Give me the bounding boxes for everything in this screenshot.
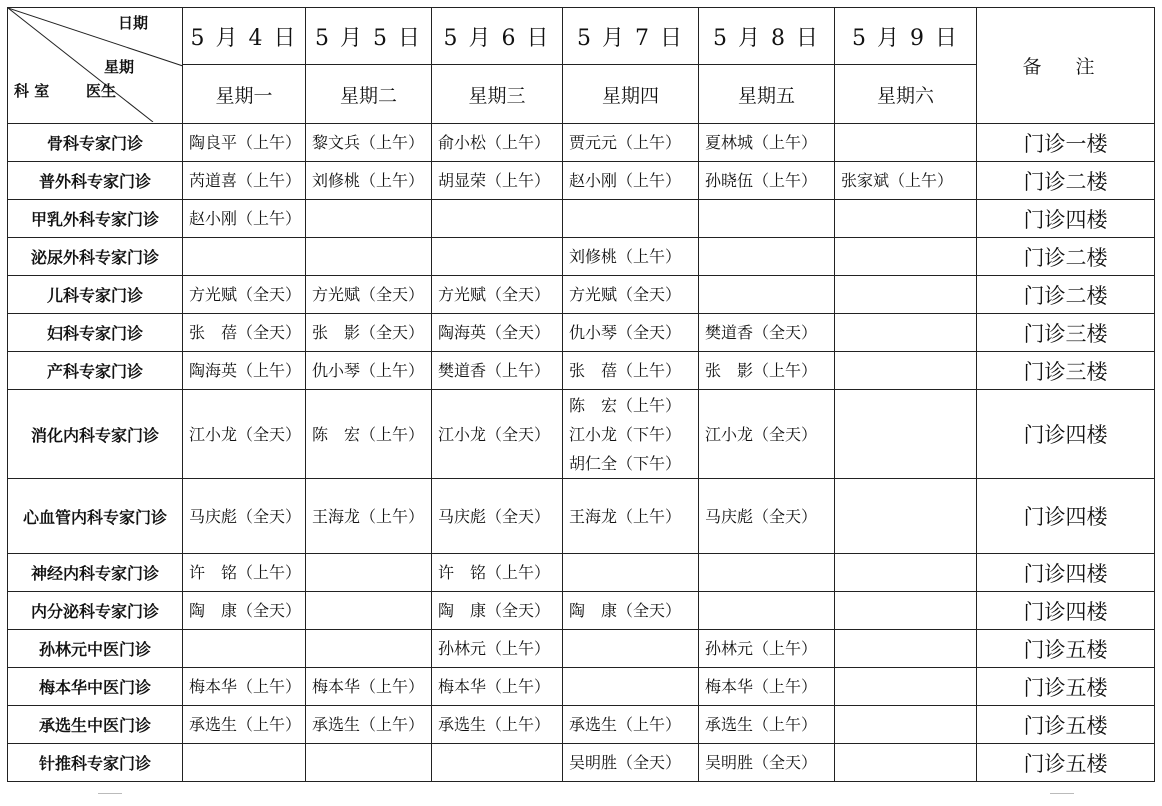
department-cell: 心血管内科专家门诊 bbox=[8, 479, 183, 554]
doctor-cell bbox=[835, 390, 977, 479]
doctor-cell bbox=[835, 630, 977, 668]
doctor-cell: 吴明胜（全天） bbox=[563, 744, 699, 782]
location-note-cell: 门诊二楼 bbox=[977, 276, 1155, 314]
department-cell: 消化内科专家门诊 bbox=[8, 390, 183, 479]
table-row bbox=[8, 238, 1155, 276]
doctor-cell: 王海龙（上午） bbox=[563, 479, 699, 554]
doctor-cell: 陶 康（全天） bbox=[432, 592, 563, 630]
doctor-cell: 承选生（上午） bbox=[183, 706, 306, 744]
doctor-cell: 承选生（上午） bbox=[306, 706, 432, 744]
corner-weekday-label: 星期 bbox=[104, 58, 135, 76]
department-cell: 泌尿外科专家门诊 bbox=[8, 238, 183, 276]
doctor-cell bbox=[835, 124, 977, 162]
doctor-cell bbox=[306, 238, 432, 276]
location-note-cell: 门诊二楼 bbox=[977, 238, 1155, 276]
doctor-cell bbox=[183, 238, 306, 276]
doctor-cell: 刘修桃（上午） bbox=[306, 162, 432, 200]
location-note-cell: 门诊三楼 bbox=[977, 352, 1155, 390]
doctor-cell: 赵小刚（上午） bbox=[183, 200, 306, 238]
department-cell: 承选生中医门诊 bbox=[8, 706, 183, 744]
doctor-cell bbox=[835, 479, 977, 554]
page-corner-mark bbox=[1050, 793, 1074, 806]
doctor-cell: 许 铭（上午） bbox=[183, 554, 306, 592]
department-cell: 针推科专家门诊 bbox=[8, 744, 183, 782]
doctor-cell: 马庆彪（全天） bbox=[699, 479, 835, 554]
department-cell: 神经内科专家门诊 bbox=[8, 554, 183, 592]
doctor-cell: 张 蓓（上午） bbox=[563, 352, 699, 390]
corner-doctor-label: 医生 bbox=[86, 82, 117, 100]
doctor-cell bbox=[563, 630, 699, 668]
doctor-cell bbox=[835, 744, 977, 782]
table-row bbox=[8, 706, 1155, 744]
doctor-cell bbox=[563, 554, 699, 592]
weekday-header: 星期六 bbox=[835, 65, 977, 124]
table-row bbox=[8, 668, 1155, 706]
table-row bbox=[8, 162, 1155, 200]
location-note-cell: 门诊一楼 bbox=[977, 124, 1155, 162]
doctor-cell bbox=[835, 314, 977, 352]
doctor-cell bbox=[432, 200, 563, 238]
weekday-header: 星期一 bbox=[183, 65, 306, 124]
doctor-cell bbox=[432, 238, 563, 276]
doctor-cell: 贾元元（上午） bbox=[563, 124, 699, 162]
doctor-cell: 马庆彪（全天） bbox=[432, 479, 563, 554]
location-note-cell: 门诊四楼 bbox=[977, 592, 1155, 630]
location-note-cell: 门诊四楼 bbox=[977, 479, 1155, 554]
doctor-cell: 承选生（上午） bbox=[563, 706, 699, 744]
doctor-cell: 江小龙（全天） bbox=[432, 390, 563, 479]
doctor-cell bbox=[699, 200, 835, 238]
department-cell: 内分泌科专家门诊 bbox=[8, 592, 183, 630]
doctor-cell: 仇小琴（上午） bbox=[306, 352, 432, 390]
doctor-cell: 陶 康（全天） bbox=[183, 592, 306, 630]
doctor-cell: 吴明胜（全天） bbox=[699, 744, 835, 782]
department-cell: 儿科专家门诊 bbox=[8, 276, 183, 314]
doctor-cell: 马庆彪（全天） bbox=[183, 479, 306, 554]
date-header: 5 月 9 日 bbox=[835, 8, 977, 65]
location-note-cell: 门诊五楼 bbox=[977, 668, 1155, 706]
doctor-cell: 仇小琴（全天） bbox=[563, 314, 699, 352]
doctor-cell: 夏林城（上午） bbox=[699, 124, 835, 162]
doctor-cell: 陶海英（上午） bbox=[183, 352, 306, 390]
doctor-cell: 梅本华（上午） bbox=[699, 668, 835, 706]
doctor-cell: 江小龙（全天） bbox=[183, 390, 306, 479]
location-note-cell: 门诊五楼 bbox=[977, 744, 1155, 782]
doctor-cell: 江小龙（全天） bbox=[699, 390, 835, 479]
note-header: 备 注 bbox=[977, 8, 1155, 124]
doctor-cell: 赵小刚（上午） bbox=[563, 162, 699, 200]
doctor-cell: 方光赋（全天） bbox=[306, 276, 432, 314]
doctor-cell: 王海龙（上午） bbox=[306, 479, 432, 554]
doctor-cell: 方光赋（全天） bbox=[432, 276, 563, 314]
doctor-cell bbox=[183, 630, 306, 668]
doctor-cell bbox=[835, 238, 977, 276]
weekday-header: 星期三 bbox=[432, 65, 563, 124]
doctor-cell: 陈 宏（上午） 江小龙（下午） 胡仁全（下午） bbox=[563, 390, 699, 479]
doctor-cell bbox=[699, 554, 835, 592]
page-corner-mark bbox=[98, 793, 122, 806]
department-cell: 妇科专家门诊 bbox=[8, 314, 183, 352]
table-row bbox=[8, 479, 1155, 554]
table-row bbox=[8, 200, 1155, 238]
doctor-cell bbox=[306, 592, 432, 630]
date-header: 5 月 8 日 bbox=[699, 8, 835, 65]
doctor-cell bbox=[835, 706, 977, 744]
corner-diagonal-lines bbox=[8, 8, 183, 122]
doctor-cell: 俞小松（上午） bbox=[432, 124, 563, 162]
location-note-cell: 门诊四楼 bbox=[977, 390, 1155, 479]
doctor-cell: 胡显荣（上午） bbox=[432, 162, 563, 200]
doctor-cell: 张家斌（上午） bbox=[835, 162, 977, 200]
doctor-cell bbox=[835, 592, 977, 630]
doctor-cell: 孙林元（上午） bbox=[699, 630, 835, 668]
location-note-cell: 门诊四楼 bbox=[977, 554, 1155, 592]
doctor-cell: 方光赋（全天） bbox=[183, 276, 306, 314]
corner-date-label: 日期 bbox=[118, 14, 149, 32]
corner-dept-label: 科 室 bbox=[14, 82, 50, 100]
date-header: 5 月 5 日 bbox=[306, 8, 432, 65]
doctor-cell: 许 铭（上午） bbox=[432, 554, 563, 592]
doctor-cell: 黎文兵（上午） bbox=[306, 124, 432, 162]
weekday-header: 星期五 bbox=[699, 65, 835, 124]
doctor-cell: 孙晓伍（上午） bbox=[699, 162, 835, 200]
department-cell: 普外科专家门诊 bbox=[8, 162, 183, 200]
doctor-cell: 芮道喜（上午） bbox=[183, 162, 306, 200]
doctor-cell: 张 影（全天） bbox=[306, 314, 432, 352]
header-corner-cell bbox=[8, 8, 183, 124]
doctor-cell: 刘修桃（上午） bbox=[563, 238, 699, 276]
table-row bbox=[8, 554, 1155, 592]
location-note-cell: 门诊五楼 bbox=[977, 706, 1155, 744]
doctor-cell bbox=[306, 200, 432, 238]
doctor-cell: 张 蓓（全天） bbox=[183, 314, 306, 352]
date-header: 5 月 4 日 bbox=[183, 8, 306, 65]
doctor-cell bbox=[835, 276, 977, 314]
table-row bbox=[8, 276, 1155, 314]
doctor-cell: 陶良平（上午） bbox=[183, 124, 306, 162]
doctor-cell bbox=[835, 668, 977, 706]
doctor-cell: 梅本华（上午） bbox=[432, 668, 563, 706]
doctor-cell bbox=[563, 668, 699, 706]
doctor-cell bbox=[835, 200, 977, 238]
table-row bbox=[8, 744, 1155, 782]
schedule-table bbox=[7, 7, 1155, 782]
location-note-cell: 门诊二楼 bbox=[977, 162, 1155, 200]
doctor-cell bbox=[699, 238, 835, 276]
department-cell: 梅本华中医门诊 bbox=[8, 668, 183, 706]
doctor-cell: 承选生（上午） bbox=[699, 706, 835, 744]
doctor-cell bbox=[835, 352, 977, 390]
doctor-cell: 张 影（上午） bbox=[699, 352, 835, 390]
table-row bbox=[8, 124, 1155, 162]
doctor-cell bbox=[306, 744, 432, 782]
table-row bbox=[8, 592, 1155, 630]
doctor-cell bbox=[183, 744, 306, 782]
doctor-cell: 梅本华（上午） bbox=[183, 668, 306, 706]
doctor-cell bbox=[306, 630, 432, 668]
department-cell: 甲乳外科专家门诊 bbox=[8, 200, 183, 238]
doctor-cell: 梅本华（上午） bbox=[306, 668, 432, 706]
weekday-header: 星期二 bbox=[306, 65, 432, 124]
weekday-header: 星期四 bbox=[563, 65, 699, 124]
doctor-cell: 孙林元（上午） bbox=[432, 630, 563, 668]
doctor-cell: 陶 康（全天） bbox=[563, 592, 699, 630]
table-row bbox=[8, 352, 1155, 390]
doctor-cell: 方光赋（全天） bbox=[563, 276, 699, 314]
doctor-cell bbox=[699, 592, 835, 630]
doctor-cell: 陈 宏（上午） bbox=[306, 390, 432, 479]
table-row bbox=[8, 314, 1155, 352]
location-note-cell: 门诊三楼 bbox=[977, 314, 1155, 352]
department-cell: 孙林元中医门诊 bbox=[8, 630, 183, 668]
doctor-cell: 承选生（上午） bbox=[432, 706, 563, 744]
doctor-cell bbox=[563, 200, 699, 238]
department-cell: 骨科专家门诊 bbox=[8, 124, 183, 162]
table-row bbox=[8, 390, 1155, 479]
doctor-cell bbox=[835, 554, 977, 592]
location-note-cell: 门诊五楼 bbox=[977, 630, 1155, 668]
doctor-cell bbox=[306, 554, 432, 592]
doctor-cell bbox=[432, 744, 563, 782]
doctor-cell: 樊道香（全天） bbox=[699, 314, 835, 352]
date-header: 5 月 6 日 bbox=[432, 8, 563, 65]
doctor-cell bbox=[699, 276, 835, 314]
doctor-cell: 陶海英（全天） bbox=[432, 314, 563, 352]
doctor-cell: 樊道香（上午） bbox=[432, 352, 563, 390]
location-note-cell: 门诊四楼 bbox=[977, 200, 1155, 238]
department-cell: 产科专家门诊 bbox=[8, 352, 183, 390]
table-row bbox=[8, 630, 1155, 668]
date-header: 5 月 7 日 bbox=[563, 8, 699, 65]
